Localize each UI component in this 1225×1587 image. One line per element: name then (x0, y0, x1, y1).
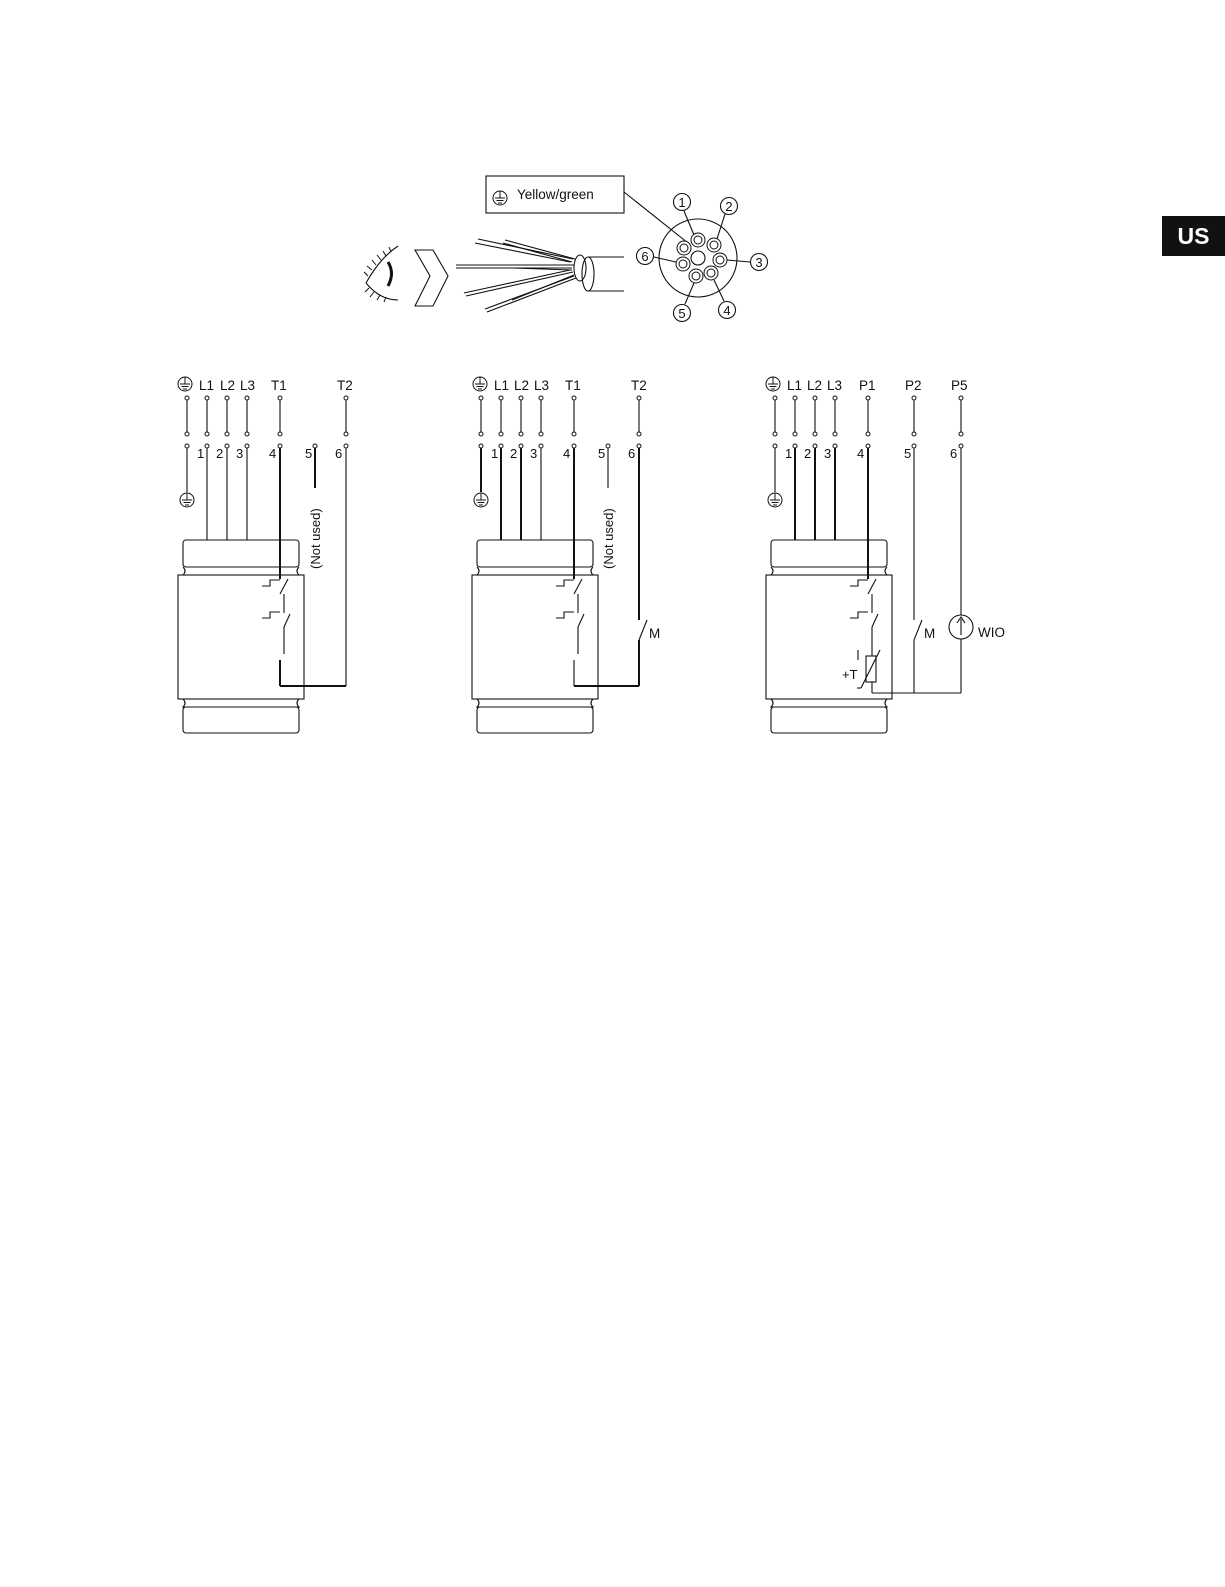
motor-body (766, 540, 892, 733)
eye-icon (364, 246, 398, 302)
terminal-number: 3 (530, 446, 538, 461)
terminal-number: 6 (950, 446, 958, 461)
terminal-number: 3 (236, 446, 244, 461)
terminal-number: 5 (305, 446, 313, 461)
terminal-number: 5 (598, 446, 606, 461)
moisture-switch (914, 448, 935, 693)
ground-legend-label: Yellow/green (517, 187, 594, 202)
pin-number-5: 5 (678, 306, 686, 321)
header-label: L1 (787, 378, 803, 393)
sensor-label-wio: WIO (978, 625, 1005, 640)
motor-body (178, 540, 304, 733)
header-label: L3 (827, 378, 843, 393)
ground-icon (178, 377, 192, 391)
wio-sensor (949, 448, 1005, 693)
wiring-diagram-3 (766, 377, 1005, 733)
header-label: L1 (494, 378, 510, 393)
pin-callouts (637, 194, 768, 322)
header-label: T2 (631, 378, 647, 393)
ground-icon (180, 493, 194, 507)
not-used-note: (Not used) (308, 508, 323, 569)
wiring-diagram-1 (178, 377, 353, 733)
pin-number-2: 2 (725, 199, 733, 214)
switch-label-m: M (649, 626, 661, 641)
ground-icon (474, 493, 488, 507)
terminal-number: 2 (510, 446, 518, 461)
terminal-number: 2 (216, 446, 224, 461)
switch-label-m: M (924, 626, 936, 641)
terminal-number: 1 (197, 446, 205, 461)
connector-illustration (364, 176, 768, 322)
terminal-number: 6 (335, 446, 343, 461)
ground-icon (473, 377, 487, 391)
terminal-number: 6 (628, 446, 636, 461)
header-label: P1 (859, 378, 876, 393)
terminal-number: 3 (824, 446, 832, 461)
header-label: P2 (905, 378, 922, 393)
header-label: L2 (514, 378, 530, 393)
header-label: L3 (240, 378, 256, 393)
pin-number-4: 4 (723, 303, 731, 318)
header-label: L2 (220, 378, 236, 393)
cable-wires (456, 239, 624, 312)
header-label: T1 (565, 378, 581, 393)
not-used-note: (Not used) (601, 508, 616, 569)
header-label: L2 (807, 378, 823, 393)
thermistor (842, 650, 880, 693)
terminal-number: 5 (904, 446, 912, 461)
terminal-number: 1 (491, 446, 499, 461)
header-label: P5 (951, 378, 968, 393)
pin-number-3: 3 (755, 255, 763, 270)
thermal-switch (850, 448, 878, 656)
ground-icon (493, 191, 507, 205)
pin-number-1: 1 (678, 195, 686, 210)
terminal-number: 1 (785, 446, 793, 461)
view-arrow-icon (415, 250, 448, 306)
header-label: L3 (534, 378, 550, 393)
terminal-number: 4 (857, 446, 865, 461)
moisture-switch (639, 448, 660, 686)
terminal-number: 2 (804, 446, 812, 461)
pin-number-6: 6 (641, 249, 649, 264)
terminal-number: 4 (269, 446, 277, 461)
terminal-number: 4 (563, 446, 571, 461)
thermistor-label: +T (842, 667, 858, 682)
wiring-diagram-2 (472, 377, 660, 733)
header-label: L1 (199, 378, 215, 393)
language-badge-us: US (1162, 216, 1225, 256)
ground-icon (768, 493, 782, 507)
motor-body (472, 540, 598, 733)
header-label: T1 (271, 378, 287, 393)
connector-face (659, 219, 737, 297)
ground-icon (766, 377, 780, 391)
header-label: T2 (337, 378, 353, 393)
